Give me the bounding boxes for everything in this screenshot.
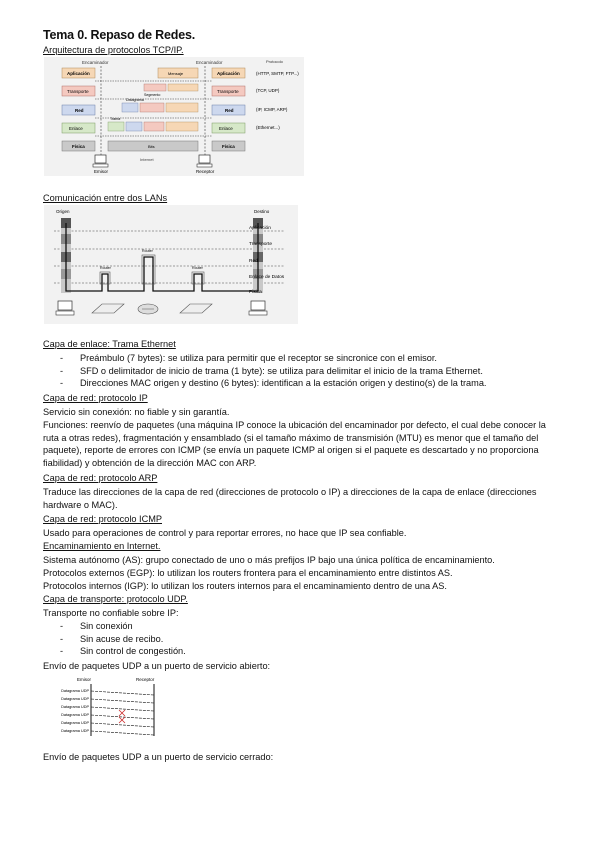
tcpip-architecture-figure (44, 57, 304, 176)
arch-bottom-right: Receptor (196, 169, 215, 174)
lans-router-3: Router (192, 266, 203, 270)
arch-bottom-mid: Internet (140, 157, 154, 162)
lans-communication-figure (44, 205, 298, 324)
udp-fig-right: Receptor (136, 677, 155, 682)
list-item: - Sin conexión (43, 620, 558, 633)
page-title: Tema 0. Repaso de Redes. (43, 28, 195, 42)
lans-top-left: Origen (56, 209, 70, 214)
section-routing: Encaminamiento en Internet. (43, 541, 161, 551)
ip-paragraph-2: Funciones: reenvío de paquetes (una máquina IP conoce la ubicación del encaminador por defecto, el cual debe conocer la ruta a otras redes), fragmentación y ensamblado (si el tamaño máximo de transmisión (MTU) es menor que el tamaño del paquete), reporte de errores con ICMP (se envía un paquete ICMP al origen si el paquete es descartado y no proporciona fiabilidad) y obtención de la dirección MAC con ARP. (43, 420, 546, 468)
section-arp: Capa de red: protocolo ARP (43, 473, 158, 483)
arch-header-right: Protocolo (266, 59, 283, 64)
lans-top-right: Destino (254, 209, 270, 214)
udp-msg-5: Datagrama UDP (61, 721, 89, 725)
lans-router-1: Router (100, 266, 111, 270)
arch-proto-link: (Ethernet...) (256, 125, 280, 130)
list-item: - Sin control de congestión. (43, 645, 558, 658)
section-udp: Capa de transporte: protocolo UDP. (43, 594, 188, 604)
arch-mid-message: Mensaje (168, 71, 184, 76)
arch-right-layer-app: Aplicación (217, 71, 240, 76)
computer-left-icon (93, 155, 108, 167)
arch-left-layer-phys: Física (72, 144, 85, 149)
ethernet-list (43, 352, 558, 390)
arch-proto-net: (IP, ICMP, ARP) (256, 107, 288, 112)
computer-right-icon (197, 155, 212, 167)
udp-msg-2: Datagrama UDP (61, 697, 89, 701)
lans-layer-link: Enlace de Datos (249, 275, 285, 280)
list-item: - Direcciones MAC origen y destino (6 bytes): identifican a la estación origen y destino(s) de la trama. (43, 377, 558, 390)
lost-packet-icon (119, 710, 125, 716)
arch-left-layer-link: Enlace (69, 126, 83, 131)
udp-msg-1: Datagrama UDP (61, 689, 89, 693)
arch-left-layer-app: Aplicación (67, 71, 90, 76)
lans-router-2: Router (142, 249, 153, 253)
lans-layer-app: Aplicación (249, 226, 271, 231)
lost-packet-icon (119, 717, 125, 723)
arch-right-layer-link: Enlace (219, 126, 233, 131)
arch-right-layer-phys: Física (222, 144, 235, 149)
ip-paragraph-1: Servicio sin conexión: no fiable y sin garantía. (43, 407, 230, 417)
routing-paragraph-3: Protocolos internos (IGP): lo utilizan los routers internos para el encaminamiento dentro de una AS. (43, 581, 447, 591)
section-lans: Comunicación entre dos LANs (43, 193, 168, 203)
lans-layer-phys: Física (249, 290, 262, 295)
udp-list (43, 620, 558, 658)
arch-proto-app: (HTTP, SMTP, FTP...) (256, 71, 299, 76)
lans-origin-computer-icon (56, 301, 74, 315)
arch-mid-segment: Segmento (144, 93, 161, 97)
lans-destination-computer-icon (249, 301, 267, 315)
arch-proto-transport: (TCP, UDP) (256, 88, 280, 93)
icmp-paragraph: Usado para operaciones de control y para reportar errores, no hace que IP sea confiable. (43, 528, 407, 538)
arch-col-left: Encaminador (82, 60, 109, 65)
arp-paragraph: Traduce las direcciones de la capa de red (direcciones de protocolo o IP) a direcciones de la capa de enlace (direcciones hardware o MAC). (43, 487, 537, 510)
udp-open-port-figure (44, 674, 169, 740)
udp-paragraph: Transporte no confiable sobre IP: (43, 608, 179, 618)
arch-right-layer-transport: Transporte (217, 89, 239, 94)
list-item: - Preámbulo (7 bytes): se utiliza para permitir que el receptor se sincronice con el emisor. (43, 352, 558, 365)
arch-bottom-left: Emisor (94, 169, 109, 174)
udp-closed-port-caption: Envío de paquetes UDP a un puerto de servicio cerrado: (43, 752, 274, 762)
section-ip: Capa de red: protocolo IP (43, 393, 148, 403)
arch-right-layer-net: Red (225, 108, 234, 113)
arch-mid-datagram: Datagrama (126, 98, 144, 102)
udp-open-port-caption: Envío de paquetes UDP a un puerto de servicio abierto: (43, 661, 271, 671)
arch-mid-bits: Bits (148, 144, 155, 149)
udp-msg-4: Datagrama UDP (61, 713, 89, 717)
section-architecture: Arquitectura de protocolos TCP/IP. (43, 45, 184, 55)
arch-left-layer-net: Red (75, 108, 84, 113)
lans-layer-net: Red (249, 259, 258, 264)
lans-layer-transport: Transporte (249, 242, 273, 247)
section-ethernet: Capa de enlace: Trama Ethernet (43, 339, 176, 349)
udp-msg-6: Datagrama UDP (61, 729, 89, 733)
udp-msg-3: Datagrama UDP (61, 705, 89, 709)
routing-paragraph-2: Protocolos externos (EGP): lo utilizan los routers frontera para el encaminamiento entre distintos AS. (43, 568, 453, 578)
section-icmp: Capa de red: protocolo ICMP (43, 514, 162, 524)
udp-fig-left: Emisor (77, 677, 92, 682)
list-item: - SFD o delimitador de inicio de trama (1 byte): se utiliza para delimitar el inicio de la trama Ethernet. (43, 365, 558, 378)
arch-left-layer-transport: Transporte (67, 89, 89, 94)
arch-col-right: Encaminador (196, 60, 223, 65)
arch-mid-frame: Trama (110, 117, 121, 121)
lans-router-icon (138, 304, 158, 314)
list-item: - Sin acuse de recibo. (43, 633, 558, 646)
routing-paragraph-1: Sistema autónomo (AS): grupo conectado de uno o más prefijos IP bajo una única política de encaminamiento. (43, 555, 495, 565)
